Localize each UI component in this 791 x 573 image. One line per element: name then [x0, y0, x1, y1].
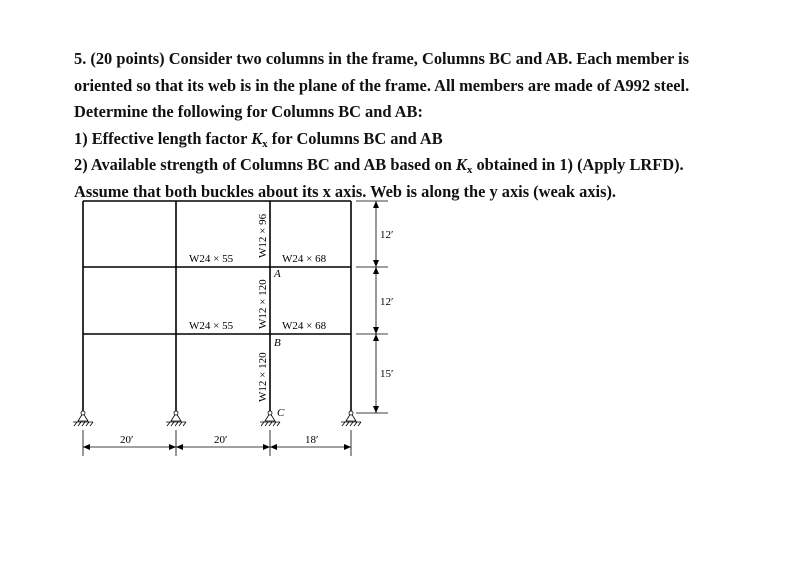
pin-support-2	[166, 411, 186, 426]
bay-width-3: 18′	[305, 434, 319, 446]
story-height-mid: 12′	[380, 296, 394, 308]
bay-width-1: 20′	[120, 434, 134, 446]
beam-label-left-mid: W24 × 55	[189, 320, 234, 332]
column-label-top: W12 × 96	[257, 213, 269, 258]
problem-line-2: oriented so that its web is in the plane of the frame. All members are made of A992 steel.	[74, 75, 690, 95]
node-b-label: B	[274, 337, 281, 349]
k-subscript-2: x	[466, 164, 473, 177]
problem-line-1: 5. (20 points) Consider two columns in the frame, Columns BC and AB. Each member is	[74, 49, 689, 68]
column-label-mid: W12 × 120	[257, 279, 269, 329]
node-a-label: A	[274, 268, 281, 280]
beam-label-right-mid: W24 × 68	[282, 320, 327, 332]
node-c-label: C	[277, 407, 285, 419]
problem-line-6: Assume that both buckles about its x axis. Web is along the y axis (weak axis).	[74, 181, 617, 201]
beam-label-left-top: W24 × 55	[189, 253, 234, 265]
story-height-bottom: 15′	[380, 368, 394, 380]
problem-line-3: Determine the following for Columns BC and AB:	[74, 102, 423, 122]
story-height-top: 12′	[380, 229, 394, 241]
pin-support-1	[73, 411, 93, 426]
bay-width-2: 20′	[214, 434, 228, 446]
k-symbol-2: K	[455, 155, 467, 175]
k-symbol: K	[251, 128, 263, 148]
question-1-prefix: 1) Effective length factor	[74, 128, 252, 148]
question-2-suffix: obtained in 1) (Apply LRFD).	[472, 155, 684, 175]
column-label-bottom: W12 × 120	[257, 352, 269, 402]
k-subscript: x	[262, 137, 268, 150]
question-1-suffix: for Columns BC and AB	[267, 128, 443, 148]
question-2-prefix: 2) Available strength of Columns BC and AB based on	[74, 155, 456, 175]
beam-label-right-top: W24 × 68	[282, 253, 327, 265]
